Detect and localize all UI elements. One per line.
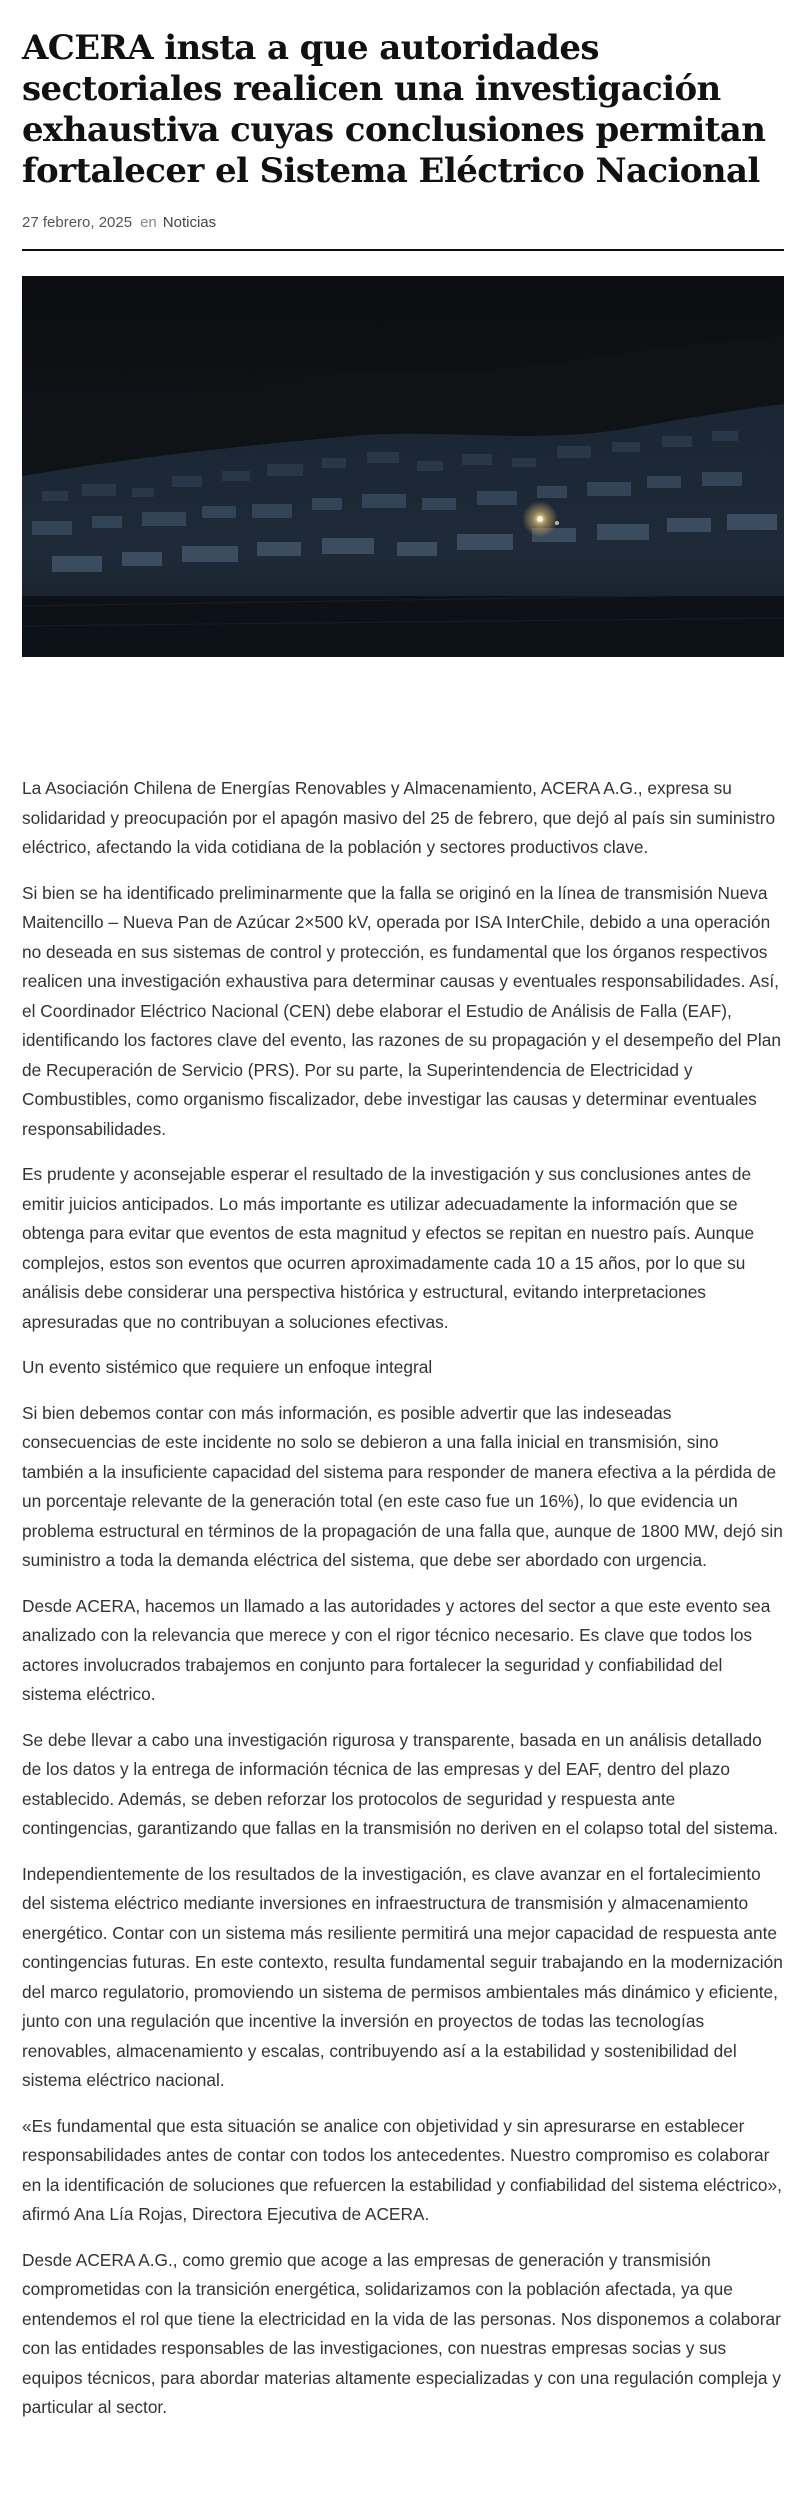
article-meta [22,214,784,231]
paragraph: Desde ACERA A.G., como gremio que acoge a las empresas de generación y transmisión comprometidas con la transición energética, solidarizamos con la población afectada, ya que entendemos el rol que tiene la electricidad en la vida de las personas. Nos disponemos a colaborar con las entidades responsables de las investigaciones, con nuestras empresas socias y sus equipos técnicos, para abordar materias altamente especializadas y con una regulación compleja y particular al sector. [22,2249,781,2417]
category-link[interactable]: Noticias [162,214,217,231]
paragraph: Si bien se ha identificado preliminarmente que la falla se originó en la línea de transmisión Nueva Maitencillo – Nueva Pan de Azúcar 2×500 kV, operada por ISA InterChile, debido a una operación no deseada en sus sistemas de control y protección, es fundamental que los órganos respectivos realicen una investigación exhaustiva para determinar causas y eventuales responsabilidades. Así, el Coordinador Eléctrico Nacional (CEN) debe elaborar el Estudio de Análisis de Falla (EAF), identificando los factores clave del evento, las razones de su propagación y el desempeño del Plan de Recuperación de Servicio (PRS). Por su parte, la Superintendencia de Electricidad y Combustibles, como organismo fiscalizador, debe investigar las causas y determinar eventuales responsabilidades. [22,882,781,1139]
title-divider [22,249,784,251]
paragraph: Se debe llevar a cabo una investigación rigurosa y transparente, basada en un análisis detallado de los datos y la entrega de información técnica de las empresas y del EAF, dentro del plazo establecido. Además, se deben reforzar los protocolos de seguridad y respuesta ante contingencias, garantizando que fallas en la transmisión no deriven en el colapso total del sistema. [22,1729,779,1838]
paragraph: La Asociación Chilena de Energías Renovables y Almacenamiento, ACERA A.G., expresa su solidaridad y preocupación por el apagón masivo del 25 de febrero, que dejó al país sin suministro eléctrico, afectando la vida cotidiana de la población y sectores productivos clave. [22,778,776,857]
section-subheading: Un evento sistémico que requiere un enfoque integral [22,1357,433,1377]
paragraph: Independientemente de los resultados de la investigación, es clave avanzar en el fortalecimiento del sistema eléctrico mediante inversiones en infraestructura de transmisión y almacenamiento energético. Contar con un sistema más resiliente permitirá una mejor capacidad de respuesta ante contingencias futuras. En este contexto, resulta fundamental seguir trabajando en la modernización del marco regulatorio, promoviendo un sistema de permisos ambientales más dinámico y eficiente, junto con una regulación que incentive la inversión en proyectos de todas las tecnologías renovables, almacenamiento y escalas, contribuyendo así a la estabilidad y sostenibilidad del sistema eléctrico nacional. [22,1863,783,2090]
paragraph: Si bien debemos contar con más información, es posible advertir que las indeseadas consecuencias de este incidente no solo se debieron a una falla inicial en transmisión, sino también a la insuficiente capacidad del sistema para responder de manera efectiva a la pérdida de un porcentaje relevante de la generación total (en este caso fue un 16%), lo que evidencia un problema estructural en términos de la propagación de una falla que, aunque de 1800 MW, dejó sin suministro a toda la demanda eléctrica del sistema, que debe ser abordado con urgencia. [22,1402,783,1570]
article-date[interactable]: 27 febrero, 2025 [22,214,133,231]
paragraph: Desde ACERA, hacemos un llamado a las autoridades y actores del sector a que este evento sea analizado con la relevancia que merece y con el rigor técnico necesario. Es clave que todos los actores involucrados trabajemos en conjunto para fortalecer la seguridad y confiabilidad del sistema eléctrico. [22,1595,771,1704]
article-body [22,774,784,2423]
hero-image [22,276,784,657]
category-prefix: en [140,214,157,231]
article-title: ACERA insta a que autoridades sectoriales realicen una investigación exhaustiva cuyas conclusiones permitan fortalecer el Sistema Eléctrico Nacional [22,28,766,191]
quote-paragraph: «Es fundamental que esta situación se analice con objetividad y sin apresurarse en establecer responsabilidades antes de contar con todos los antecedentes. Nuestro compromiso es colaborar en la identificación de soluciones que refuercen la estabilidad y confiabilidad del sistema eléctrico», afirmó Ana Lía Rojas, Directora Ejecutiva de ACERA. [22,2115,782,2224]
paragraph: Es prudente y aconsejable esperar el resultado de la investigación y sus conclusiones antes de emitir juicios anticipados. Lo más importante es utilizar adecuadamente la información que se obtenga para evitar que eventos de esta magnitud y efectos se repitan en nuestro país. Aunque complejos, estos son eventos que ocurren aproximadamente cada 10 a 15 años, por lo que su análisis debe considerar una perspectiva histórica y estructural, evitando interpretaciones apresuradas que no contribuyan a soluciones efectivas. [22,1164,755,1332]
